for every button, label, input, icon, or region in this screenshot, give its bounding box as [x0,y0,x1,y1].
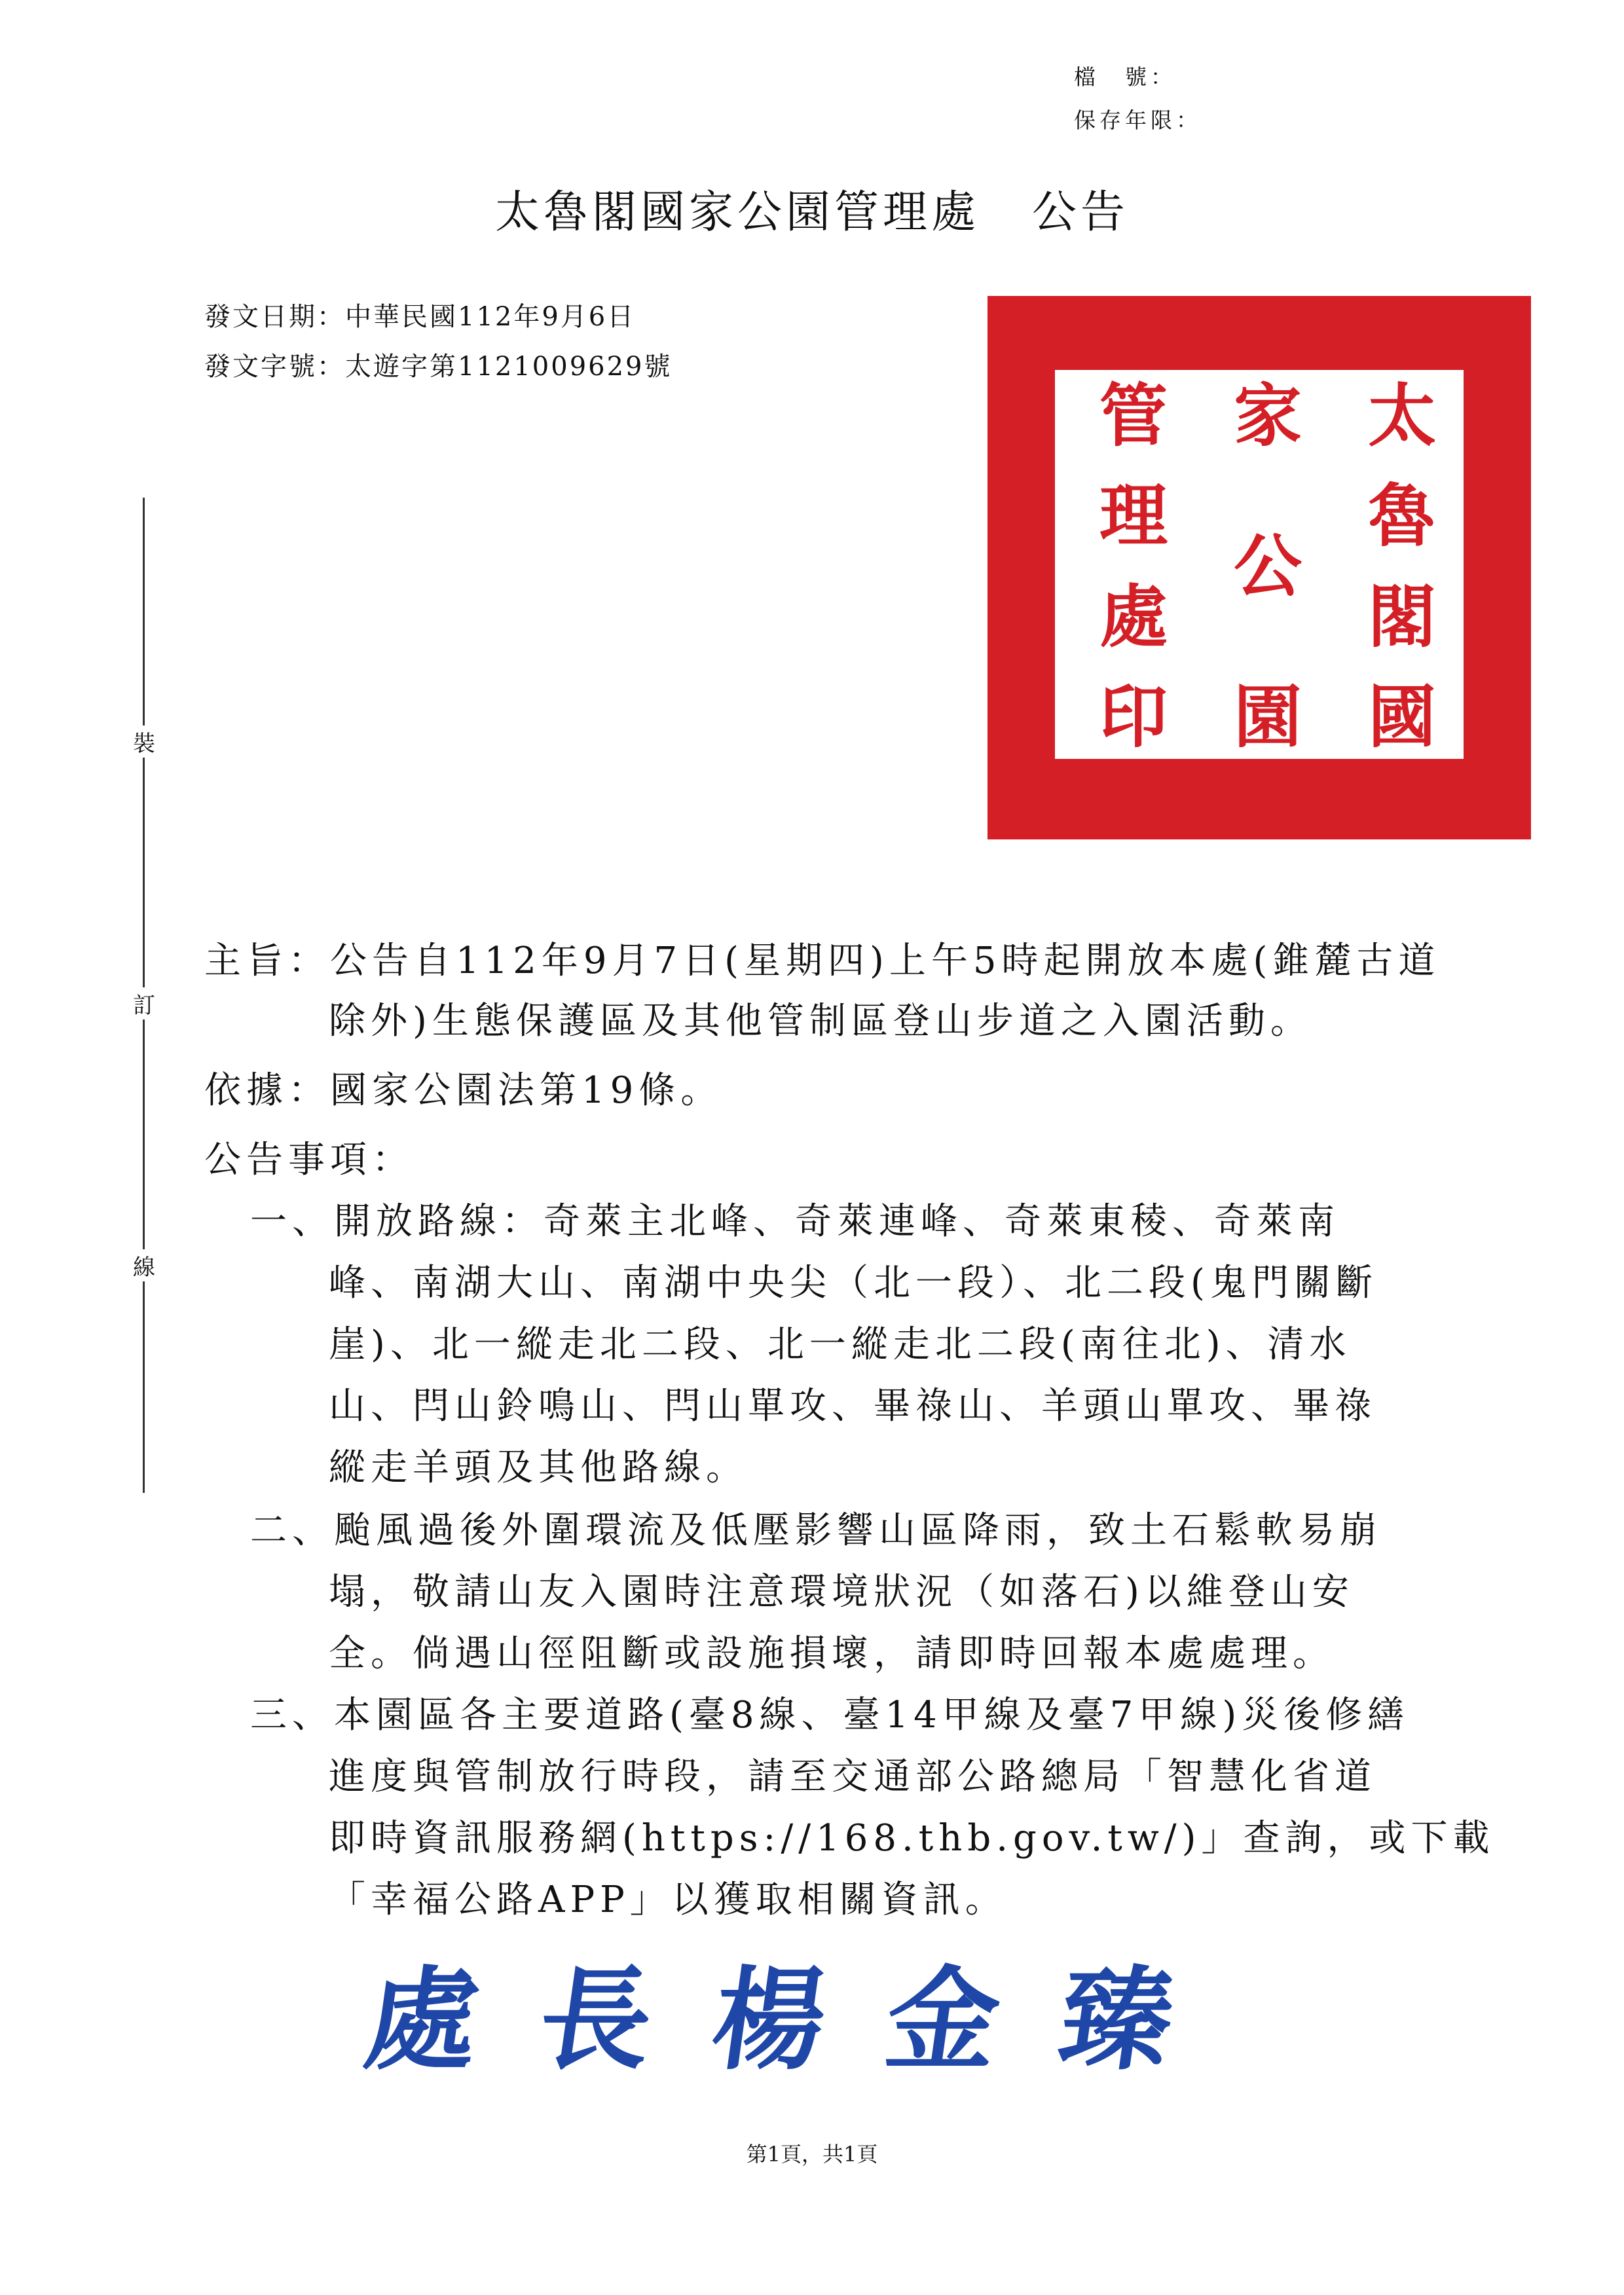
agency-name: 太魯閣國家公園管理處 [494,187,980,238]
seal-char: 閣 [1367,576,1436,657]
seal-column-right [1343,375,1461,757]
seal-char: 園 [1233,676,1302,757]
binding-mark-bottom: 線 [130,1249,158,1281]
seal-char: 公 [1233,526,1302,606]
item-3-line-4: 「幸福公路APP」以獲取相關資訊。 [329,1879,1007,1921]
binding-mark-middle: 訂 [130,987,158,1019]
retention-label: 保存年限： [1074,107,1202,133]
signature-char: 處 [357,1955,488,2085]
seal-char: 理 [1099,475,1168,557]
item-1-line-2: 峰、南湖大山、南湖中央尖（北一段）、北二段(鬼門關斷 [329,1262,1378,1304]
issue-date: 發文日期：中華民國112年9月6日 [204,302,636,332]
subject-line-1: 主旨：公告自112年9月7日(星期四)上午5時起開放本處(錐麓古道 [204,940,1441,982]
seal-char: 太 [1367,375,1436,456]
item-3-line-3: 即時資訊服務網(https://168.thb.gov.tw/)」查詢，或下載 [329,1817,1495,1860]
document-title [0,177,1624,240]
signature-char: 長 [530,1955,661,2085]
item-1-line-4: 山、閂山鈴鳴山、閂山單攻、畢祿山、羊頭山單攻、畢祿 [329,1385,1376,1427]
seal-frame [1053,368,1466,761]
binding-mark-top: 裝 [130,725,158,758]
director-signature [357,1955,1182,2085]
seal-char: 管 [1099,375,1168,456]
seal-char: 魯 [1367,475,1436,557]
seal-char: 家 [1233,375,1302,456]
issue-reference: 發文字號：太遊字第1121009629號 [204,352,673,382]
seal-char: 處 [1099,576,1168,657]
seal-column-left [1075,375,1192,757]
signature-char: 楊 [704,1955,835,2085]
item-1-line-5: 縱走羊頭及其他路線。 [329,1446,748,1489]
item-1-line-1: 一、開放路線：奇萊主北峰、奇萊連峰、奇萊東稜、奇萊南 [250,1200,1340,1243]
page-number: 第1頁，共1頁 [746,2142,878,2167]
document-type: 公告 [1032,187,1130,238]
file-number-label: 檔 號： [1074,64,1176,90]
item-2-line-2: 塌，敬請山友入園時注意環境狀況（如落石)以維登山安 [329,1571,1354,1613]
signature-char: 金 [877,1955,1008,2085]
item-2-line-3: 全。倘遇山徑阻斷或設施損壞，請即時回報本處處理。 [329,1632,1335,1675]
signature-char: 臻 [1052,1955,1182,2085]
item-3-line-2: 進度與管制放行時段，請至交通部公路總局「智慧化省道 [329,1755,1376,1798]
subject-line-2: 除外)生態保護區及其他管制區登山步道之入園活動。 [329,1000,1312,1042]
seal-char: 印 [1099,676,1168,757]
official-seal [987,296,1531,839]
item-2-line-1: 二、颱風過後外圍環流及低壓影響山區降雨，致土石鬆軟易崩 [250,1509,1382,1552]
item-1-line-3: 崖)、北一縱走北二段、北一縱走北二段(南往北)、清水 [329,1323,1352,1366]
seal-column-middle [1209,375,1327,757]
basis-line: 依據：國家公園法第19條。 [204,1069,723,1112]
item-3-line-1: 三、本園區各主要道路(臺8線、臺14甲線及臺7甲線)災後修繕 [250,1694,1410,1736]
seal-char: 國 [1367,676,1436,757]
items-heading: 公告事項： [204,1139,414,1181]
